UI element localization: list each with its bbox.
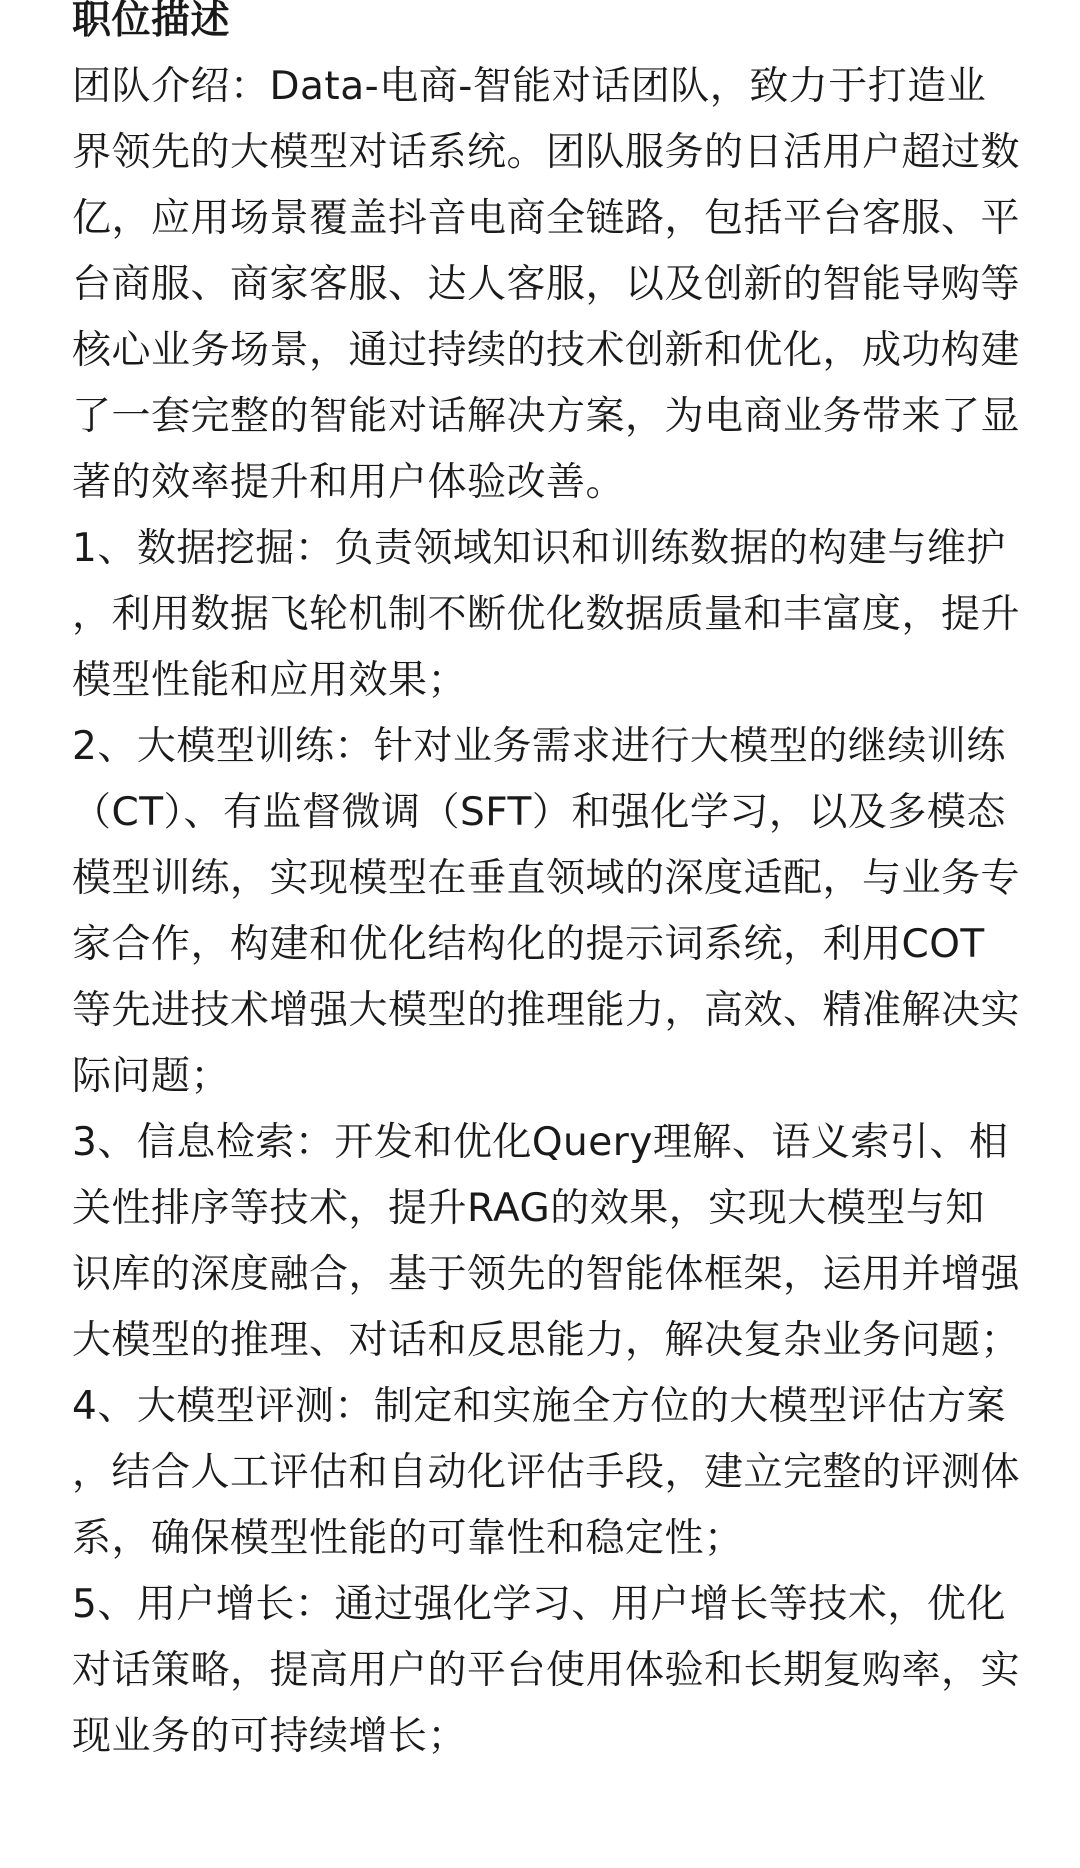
duty-item-information-retrieval: 3、信息检索：开发和优化Query理解、语义索引、相关性排序等技术，提升RAG的效果，实现大模型与知识库的深度融合，基于领先的智能体框架，运用并增强大模型的推理、对话和反思能力，解决复杂业务问题；	[72, 1120, 1021, 1363]
page-title: 职位描述	[72, 0, 231, 43]
duty-item-model-evaluation: 4、大模型评测：制定和实施全方位的大模型评估方案，结合人工评估和自动化评估手段，建立完整的评测体系，确保模型性能的可靠性和稳定性；	[72, 1384, 1021, 1561]
job-description	[72, 0, 1020, 1770]
duty-item-model-training: 2、大模型训练：针对业务需求进行大模型的继续训练（CT）、有监督微调（SFT）和强化学习，以及多模态模型训练，实现模型在垂直领域的深度适配，与业务专家合作，构建和优化结构化的提示词系统，利用COT等先进技术增强大模型的推理能力，高效、精准解决实际问题；	[72, 724, 1021, 1099]
team-intro: 团队介绍：Data-电商-智能对话团队，致力于打造业界领先的大模型对话系统。团队服务的日活用户超过数亿，应用场景覆盖抖音电商全链路，包括平台客服、平台商服、商家客服、达人客服，以及创新的智能导购等核心业务场景，通过持续的技术创新和优化，成功构建了一套完整的智能对话解决方案，为电商业务带来了显著的效率提升和用户体验改善。	[72, 64, 1021, 505]
duty-item-user-growth: 5、用户增长：通过强化学习、用户增长等技术，优化对话策略，提高用户的平台使用体验和长期复购率，实现业务的可持续增长；	[72, 1582, 1021, 1759]
duty-item-data-mining: 1、数据挖掘：负责领域知识和训练数据的构建与维护，利用数据飞轮机制不断优化数据质量和丰富度，提升模型性能和应用效果；	[72, 526, 1021, 703]
